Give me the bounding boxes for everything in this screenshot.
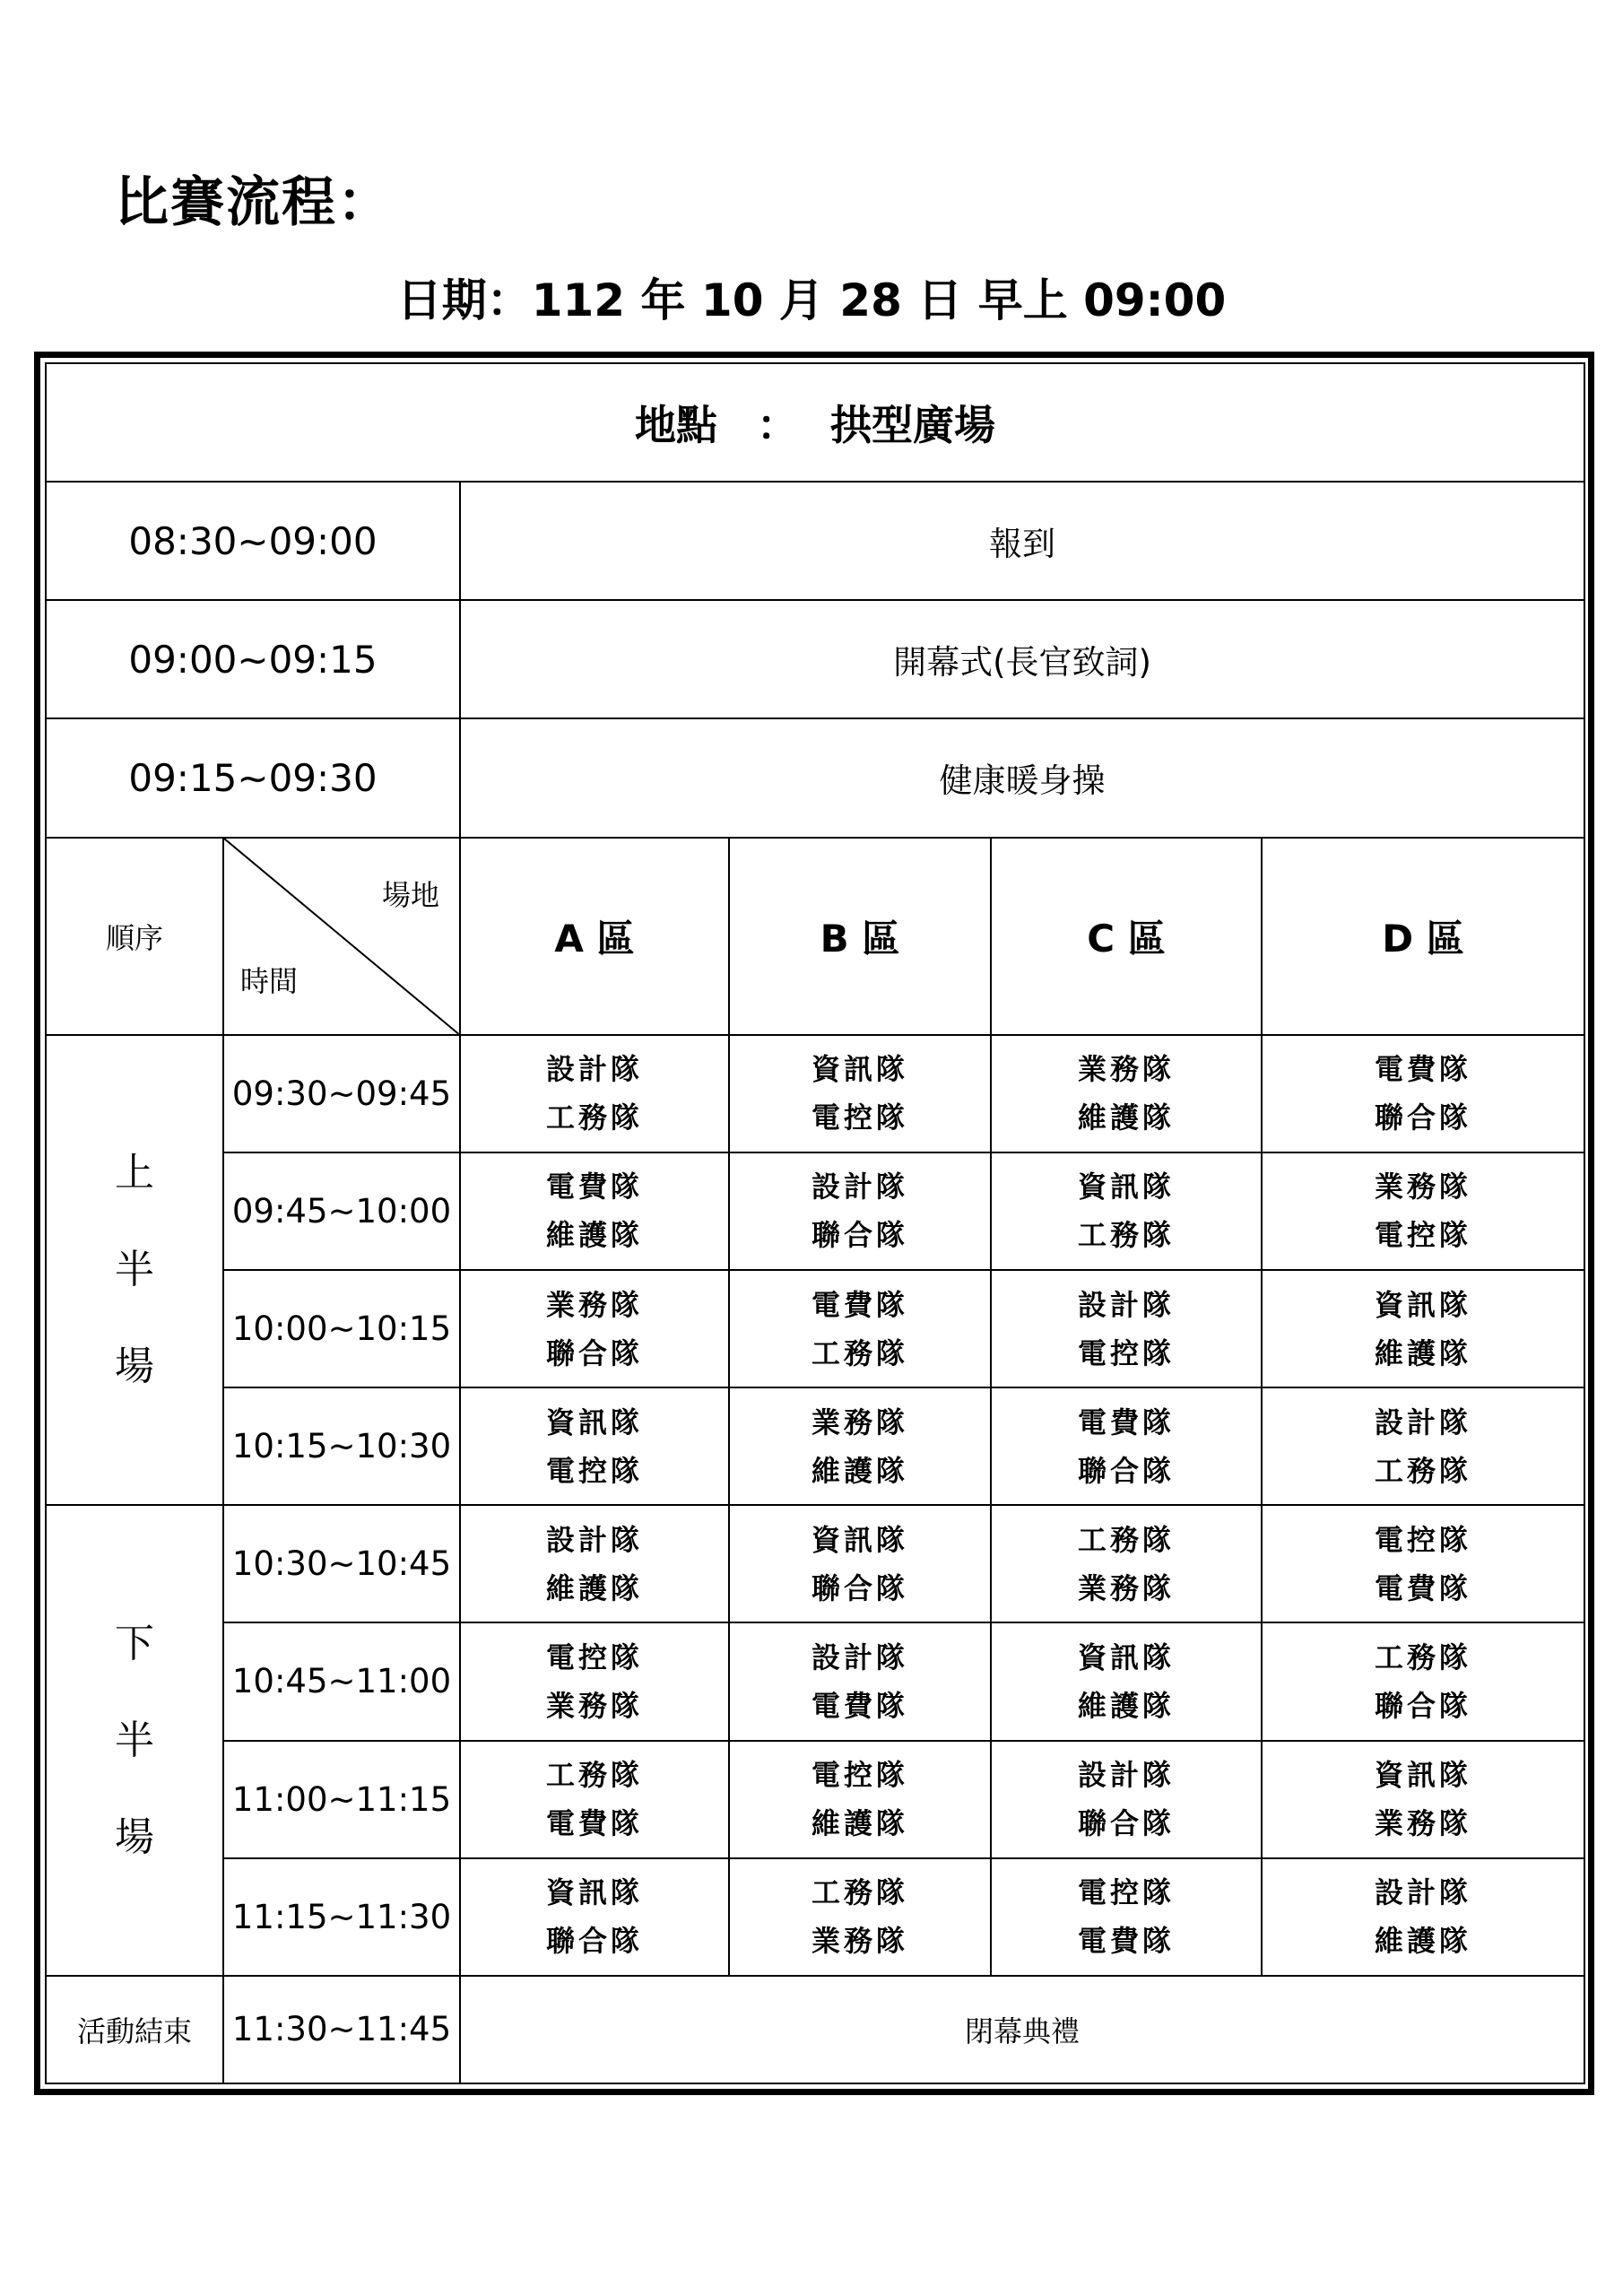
team-name: 維護隊 <box>545 1570 643 1605</box>
team-name: 工務隊 <box>1077 1522 1175 1557</box>
match-cell <box>729 1505 991 1622</box>
match-row <box>46 1622 1584 1740</box>
slot-time: 11:00~11:15 <box>223 1741 460 1858</box>
match-cell <box>991 1035 1262 1152</box>
match-cell <box>1262 1858 1584 1976</box>
team-name: 電控隊 <box>545 1639 643 1674</box>
match-row <box>46 1741 1584 1858</box>
location-cell <box>46 363 1584 482</box>
zone-header-a: A 區 <box>460 838 729 1035</box>
team-name: 聯合隊 <box>811 1570 908 1605</box>
match-cell <box>991 1741 1262 1858</box>
team-name: 工務隊 <box>1077 1218 1175 1253</box>
team-name: 電費隊 <box>811 1287 908 1322</box>
team-name: 資訊隊 <box>545 1405 643 1439</box>
match-cell <box>460 1270 729 1387</box>
team-name: 設計隊 <box>1077 1758 1175 1793</box>
team-name: 設計隊 <box>545 1052 643 1087</box>
team-name: 電控隊 <box>811 1100 908 1135</box>
pre-event-name: 開幕式(長官致詞) <box>460 600 1584 718</box>
team-name: 電費隊 <box>545 1170 643 1205</box>
page-title: 比賽流程： <box>115 171 393 234</box>
half-label-char: 半 <box>115 1717 154 1763</box>
half-label <box>46 1505 223 1976</box>
team-name: 維護隊 <box>1375 1924 1472 1959</box>
zone-header-b: B 區 <box>729 838 991 1035</box>
team-name: 電費隊 <box>1077 1924 1175 1959</box>
team-name: 業務隊 <box>1375 1170 1472 1205</box>
match-row <box>46 1505 1584 1622</box>
team-name: 工務隊 <box>811 1335 908 1370</box>
match-cell <box>1262 1152 1584 1270</box>
pre-event-time: 08:30~09:00 <box>46 482 460 600</box>
order-header: 順序 <box>46 838 223 1035</box>
pre-event-row <box>46 482 1584 600</box>
team-name: 聯合隊 <box>1375 1688 1472 1723</box>
slot-time: 10:45~11:00 <box>223 1622 460 1740</box>
team-name: 維護隊 <box>1077 1688 1175 1723</box>
match-cell <box>729 1387 991 1505</box>
match-cell <box>729 1741 991 1858</box>
match-cell <box>729 1152 991 1270</box>
team-name: 工務隊 <box>545 1758 643 1793</box>
match-cell <box>460 1387 729 1505</box>
match-cell <box>1262 1387 1584 1505</box>
team-name: 業務隊 <box>1077 1052 1175 1087</box>
pre-event-time: 09:00~09:15 <box>46 600 460 718</box>
team-name: 設計隊 <box>1375 1875 1472 1910</box>
match-cell <box>460 1505 729 1622</box>
location-value: 拱型廣場 <box>830 401 996 450</box>
team-name: 資訊隊 <box>1375 1287 1472 1322</box>
match-cell <box>460 1152 729 1270</box>
match-cell <box>729 1622 991 1740</box>
match-row <box>46 1387 1584 1505</box>
team-name: 業務隊 <box>545 1287 643 1322</box>
closing-label: 活動結束 <box>46 1976 223 2083</box>
team-name: 業務隊 <box>545 1688 643 1723</box>
half-label-char: 上 <box>115 1150 154 1196</box>
team-name: 維護隊 <box>811 1453 908 1488</box>
header-row <box>46 838 1584 1035</box>
team-name: 業務隊 <box>1077 1570 1175 1605</box>
team-name: 工務隊 <box>811 1875 908 1910</box>
location-row <box>46 363 1584 482</box>
match-row <box>46 1152 1584 1270</box>
match-cell <box>991 1387 1262 1505</box>
team-name: 工務隊 <box>1375 1639 1472 1674</box>
zone-header-c: C 區 <box>991 838 1262 1035</box>
match-cell <box>991 1858 1262 1976</box>
match-cell <box>460 1741 729 1858</box>
team-name: 資訊隊 <box>1077 1170 1175 1205</box>
match-cell <box>991 1270 1262 1387</box>
half-label-char: 半 <box>115 1247 154 1293</box>
slot-time: 10:30~10:45 <box>223 1505 460 1622</box>
team-name: 資訊隊 <box>811 1522 908 1557</box>
team-name: 設計隊 <box>1077 1287 1175 1322</box>
match-row <box>46 1270 1584 1387</box>
slot-time: 09:45~10:00 <box>223 1152 460 1270</box>
team-name: 電控隊 <box>1077 1335 1175 1370</box>
diagonal-header <box>223 838 460 1035</box>
diagonal-line <box>224 839 461 1036</box>
team-name: 資訊隊 <box>545 1875 643 1910</box>
slot-time: 11:15~11:30 <box>223 1858 460 1976</box>
match-cell <box>729 1858 991 1976</box>
team-name: 聯合隊 <box>545 1335 643 1370</box>
team-name: 聯合隊 <box>1077 1806 1175 1841</box>
match-cell <box>991 1152 1262 1270</box>
match-cell <box>729 1035 991 1152</box>
match-cell <box>1262 1270 1584 1387</box>
team-name: 聯合隊 <box>1375 1100 1472 1135</box>
event-date: 日期：112 年 10 月 28 日 早上 09:00 <box>396 274 1227 326</box>
team-name: 設計隊 <box>811 1170 908 1205</box>
half-label-char: 下 <box>115 1620 154 1666</box>
pre-event-row <box>46 718 1584 837</box>
team-name: 設計隊 <box>811 1639 908 1674</box>
match-cell <box>460 1858 729 1976</box>
pre-event-row <box>46 600 1584 718</box>
team-name: 維護隊 <box>1077 1100 1175 1135</box>
half-label-char: 場 <box>115 1813 154 1860</box>
team-name: 電費隊 <box>1375 1570 1472 1605</box>
match-cell <box>460 1035 729 1152</box>
location-label: 地點 <box>635 401 718 450</box>
match-cell <box>729 1270 991 1387</box>
schedule-table <box>45 362 1585 2084</box>
zone-header-d: D 區 <box>1262 838 1584 1035</box>
half-label <box>46 1035 223 1506</box>
pre-event-name: 健康暖身操 <box>460 718 1584 837</box>
team-name: 工務隊 <box>545 1100 643 1135</box>
team-name: 維護隊 <box>811 1806 908 1841</box>
match-cell <box>460 1622 729 1740</box>
team-name: 電控隊 <box>1375 1522 1472 1557</box>
team-name: 業務隊 <box>811 1924 908 1959</box>
match-cell <box>1262 1622 1584 1740</box>
match-cell <box>1262 1505 1584 1622</box>
pre-event-time: 09:15~09:30 <box>46 718 460 837</box>
closing-time: 11:30~11:45 <box>223 1976 460 2083</box>
team-name: 設計隊 <box>1375 1405 1472 1439</box>
team-name: 電控隊 <box>1375 1218 1472 1253</box>
team-name: 電費隊 <box>811 1688 908 1723</box>
match-row <box>46 1035 1584 1152</box>
team-name: 業務隊 <box>811 1405 908 1439</box>
team-name: 資訊隊 <box>811 1052 908 1087</box>
match-cell <box>1262 1035 1584 1152</box>
team-name: 業務隊 <box>1375 1806 1472 1841</box>
team-name: 聯合隊 <box>1077 1453 1175 1488</box>
team-name: 維護隊 <box>545 1218 643 1253</box>
team-name: 電控隊 <box>545 1453 643 1488</box>
match-row <box>46 1858 1584 1976</box>
location-separator: ： <box>757 401 799 450</box>
team-name: 電控隊 <box>811 1758 908 1793</box>
slot-time: 10:15~10:30 <box>223 1387 460 1505</box>
pre-event-name: 報到 <box>460 482 1584 600</box>
diag-label-venue: 場地 <box>381 877 439 912</box>
half-label-char: 場 <box>115 1344 154 1390</box>
team-name: 維護隊 <box>1375 1335 1472 1370</box>
diag-label-time: 時間 <box>240 963 299 998</box>
team-name: 電費隊 <box>1077 1405 1175 1439</box>
team-name: 電費隊 <box>545 1806 643 1841</box>
match-cell <box>991 1505 1262 1622</box>
team-name: 資訊隊 <box>1375 1758 1472 1793</box>
match-cell <box>1262 1741 1584 1858</box>
team-name: 工務隊 <box>1375 1453 1472 1488</box>
team-name: 電控隊 <box>1077 1875 1175 1910</box>
team-name: 聯合隊 <box>811 1218 908 1253</box>
closing-event: 閉幕典禮 <box>460 1976 1584 2083</box>
slot-time: 09:30~09:45 <box>223 1035 460 1152</box>
match-cell <box>991 1622 1262 1740</box>
slot-time: 10:00~10:15 <box>223 1270 460 1387</box>
closing-row <box>46 1976 1584 2083</box>
team-name: 電費隊 <box>1375 1052 1472 1087</box>
team-name: 設計隊 <box>545 1522 643 1557</box>
team-name: 資訊隊 <box>1077 1639 1175 1674</box>
team-name: 聯合隊 <box>545 1924 643 1959</box>
